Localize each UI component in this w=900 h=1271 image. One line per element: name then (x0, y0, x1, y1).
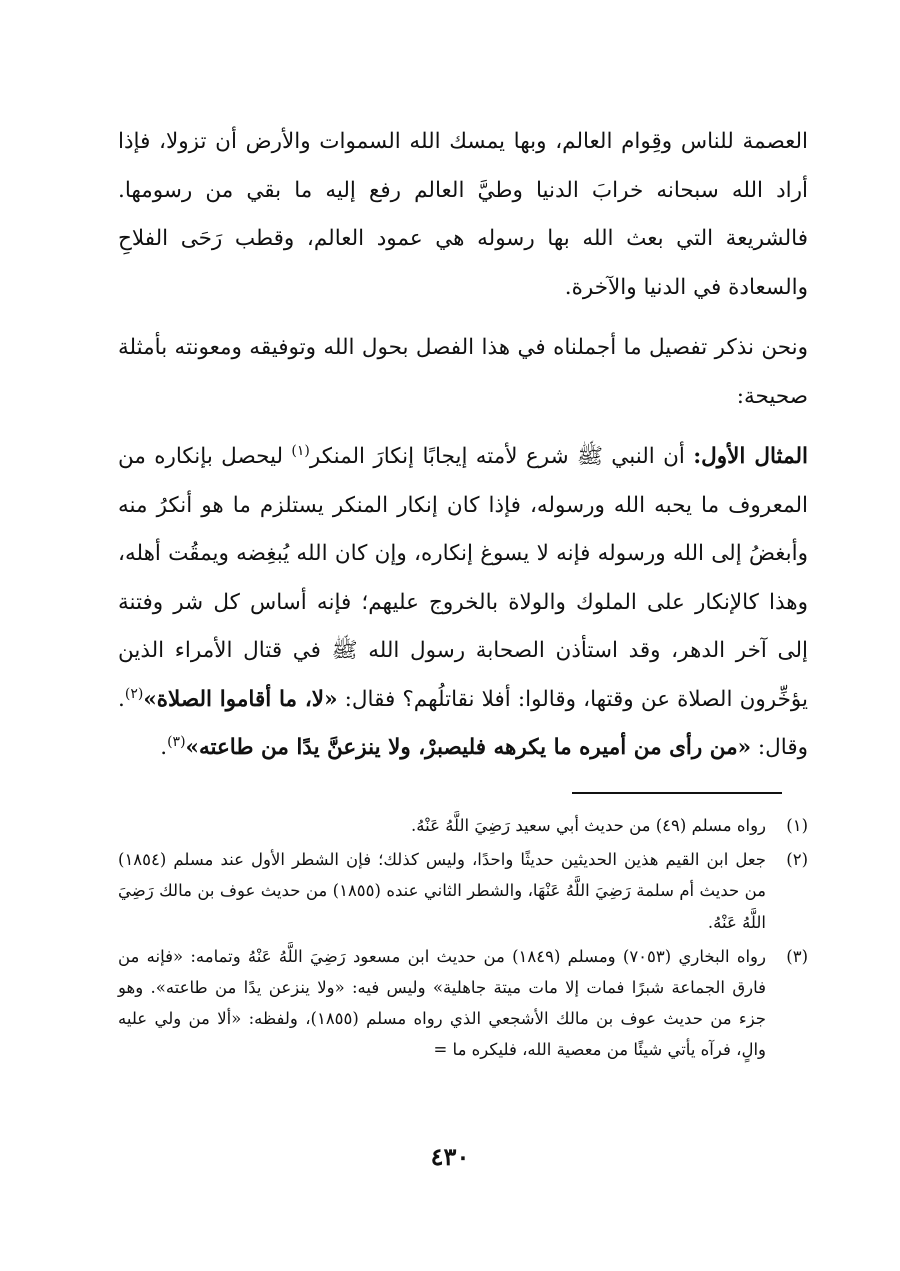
footnote-divider (572, 792, 782, 794)
footnote-text: رواه مسلم (٤٩) من حديث أبي سعيد رَضِيَ اللَّهُ عَنْهُ. (411, 816, 766, 835)
paragraph-3-text-4: . (160, 735, 168, 760)
footnotes (118, 810, 808, 1069)
footnote-ref-1[interactable]: (١) (291, 442, 310, 459)
paragraph-3-text-2: ليحصل بإنكاره من المعروف ما يحبه الله ورسوله، فإذا كان إنكار المنكر يستلزم ما هو أنكرُ منه وأبغضُ إلى الله ورسوله فإنه لا يسوغ إنكاره، وإن كان الله يُبغِضه ويمقُت أهله، وهذا كالإنكار على الملوك والولاة بالخروج عليهم؛ فإنه أساس كل شر وفتنة إلى آخر الدهر، وقد استأذن الصحابة رسول الله ﷺ في قتال الأمراء الذين يؤخِّرون الصلاة عن وقتها، وقالوا: أفلا نقاتلُهم؟ فقال: (118, 444, 808, 712)
example-heading: المثال الأول: (693, 444, 808, 469)
footnote-number: (٣) (786, 946, 808, 966)
footnote-text: رواه البخاري (٧٠٥٣) ومسلم (١٨٤٩) من حديث ابن مسعود رَضِيَ اللَّهُ عَنْهُ وتمامه: «فإنه من فارق الجماعة شبرًا فمات إلا مات ميتة جاهلية» وليس فيه: «ولا ينزعن يدًا من طاعته». وهو جزء من حديث عوف بن مالك الأشجعي الذي رواه مسلم (١٨٥٥)، ولفظه: «ألا من ولي عليه والٍ، فرآه يأتي شيئًا من معصية الله، فليكره ما = (118, 946, 766, 1060)
footnote-1 (118, 810, 808, 841)
footnote-2 (118, 844, 808, 938)
paragraph-1: العصمة للناس وقِوام العالم، وبها يمسك الله السموات والأرض أن تزولا، فإذا أراد الله سبحانه خرابَ الدنيا وطيَّ العالم رفع إليه ما بقي من رسومها. فالشريعة التي بعث الله بها رسوله هي عمود العالم، وقطب رَحَى الفلاحِ والسعادة في الدنيا والآخرة. (118, 129, 808, 300)
footnote-number: (١) (786, 816, 808, 835)
paragraph-2: ونحن نذكر تفصيل ما أجملناه في هذا الفصل بحول الله وتوفيقه ومعونته بأمثلة صحيحة: (118, 335, 808, 409)
page-number: ٤٣٠ (430, 1142, 470, 1171)
main-text (118, 118, 808, 773)
footnote-number: (٢) (786, 850, 808, 870)
footnote-ref-3[interactable]: (٣) (167, 733, 186, 750)
hadith-quote-2: «من رأى من أميره ما يكرهه فليصبرْ، ولا ينزعنَّ يدًا من طاعته» (185, 735, 752, 760)
footnote-ref-2[interactable]: (٢) (124, 685, 144, 702)
paragraph-3-text-1: أن النبي ﷺ شرع لأمته إيجابًا إنكارَ المنكر (309, 444, 694, 469)
footnote-text: جعل ابن القيم هذين الحديثين حديثًا واحدًا، وليس كذلك؛ فإن الشطر الأول عند مسلم (١٨٥٤) من حديث أم سلمة رَضِيَ اللَّهُ عَنْهَا، والشطر الثاني عنده (١٨٥٥) من حديث عوف بن مالك رَضِيَ اللَّهُ عَنْهُ. (118, 850, 766, 932)
footnote-3 (118, 941, 808, 1066)
paragraph-3-text-3: . وقال: (118, 686, 808, 760)
hadith-quote-1: «لا، ما أقاموا الصلاة» (143, 686, 338, 712)
paragraph-3 (118, 433, 808, 773)
